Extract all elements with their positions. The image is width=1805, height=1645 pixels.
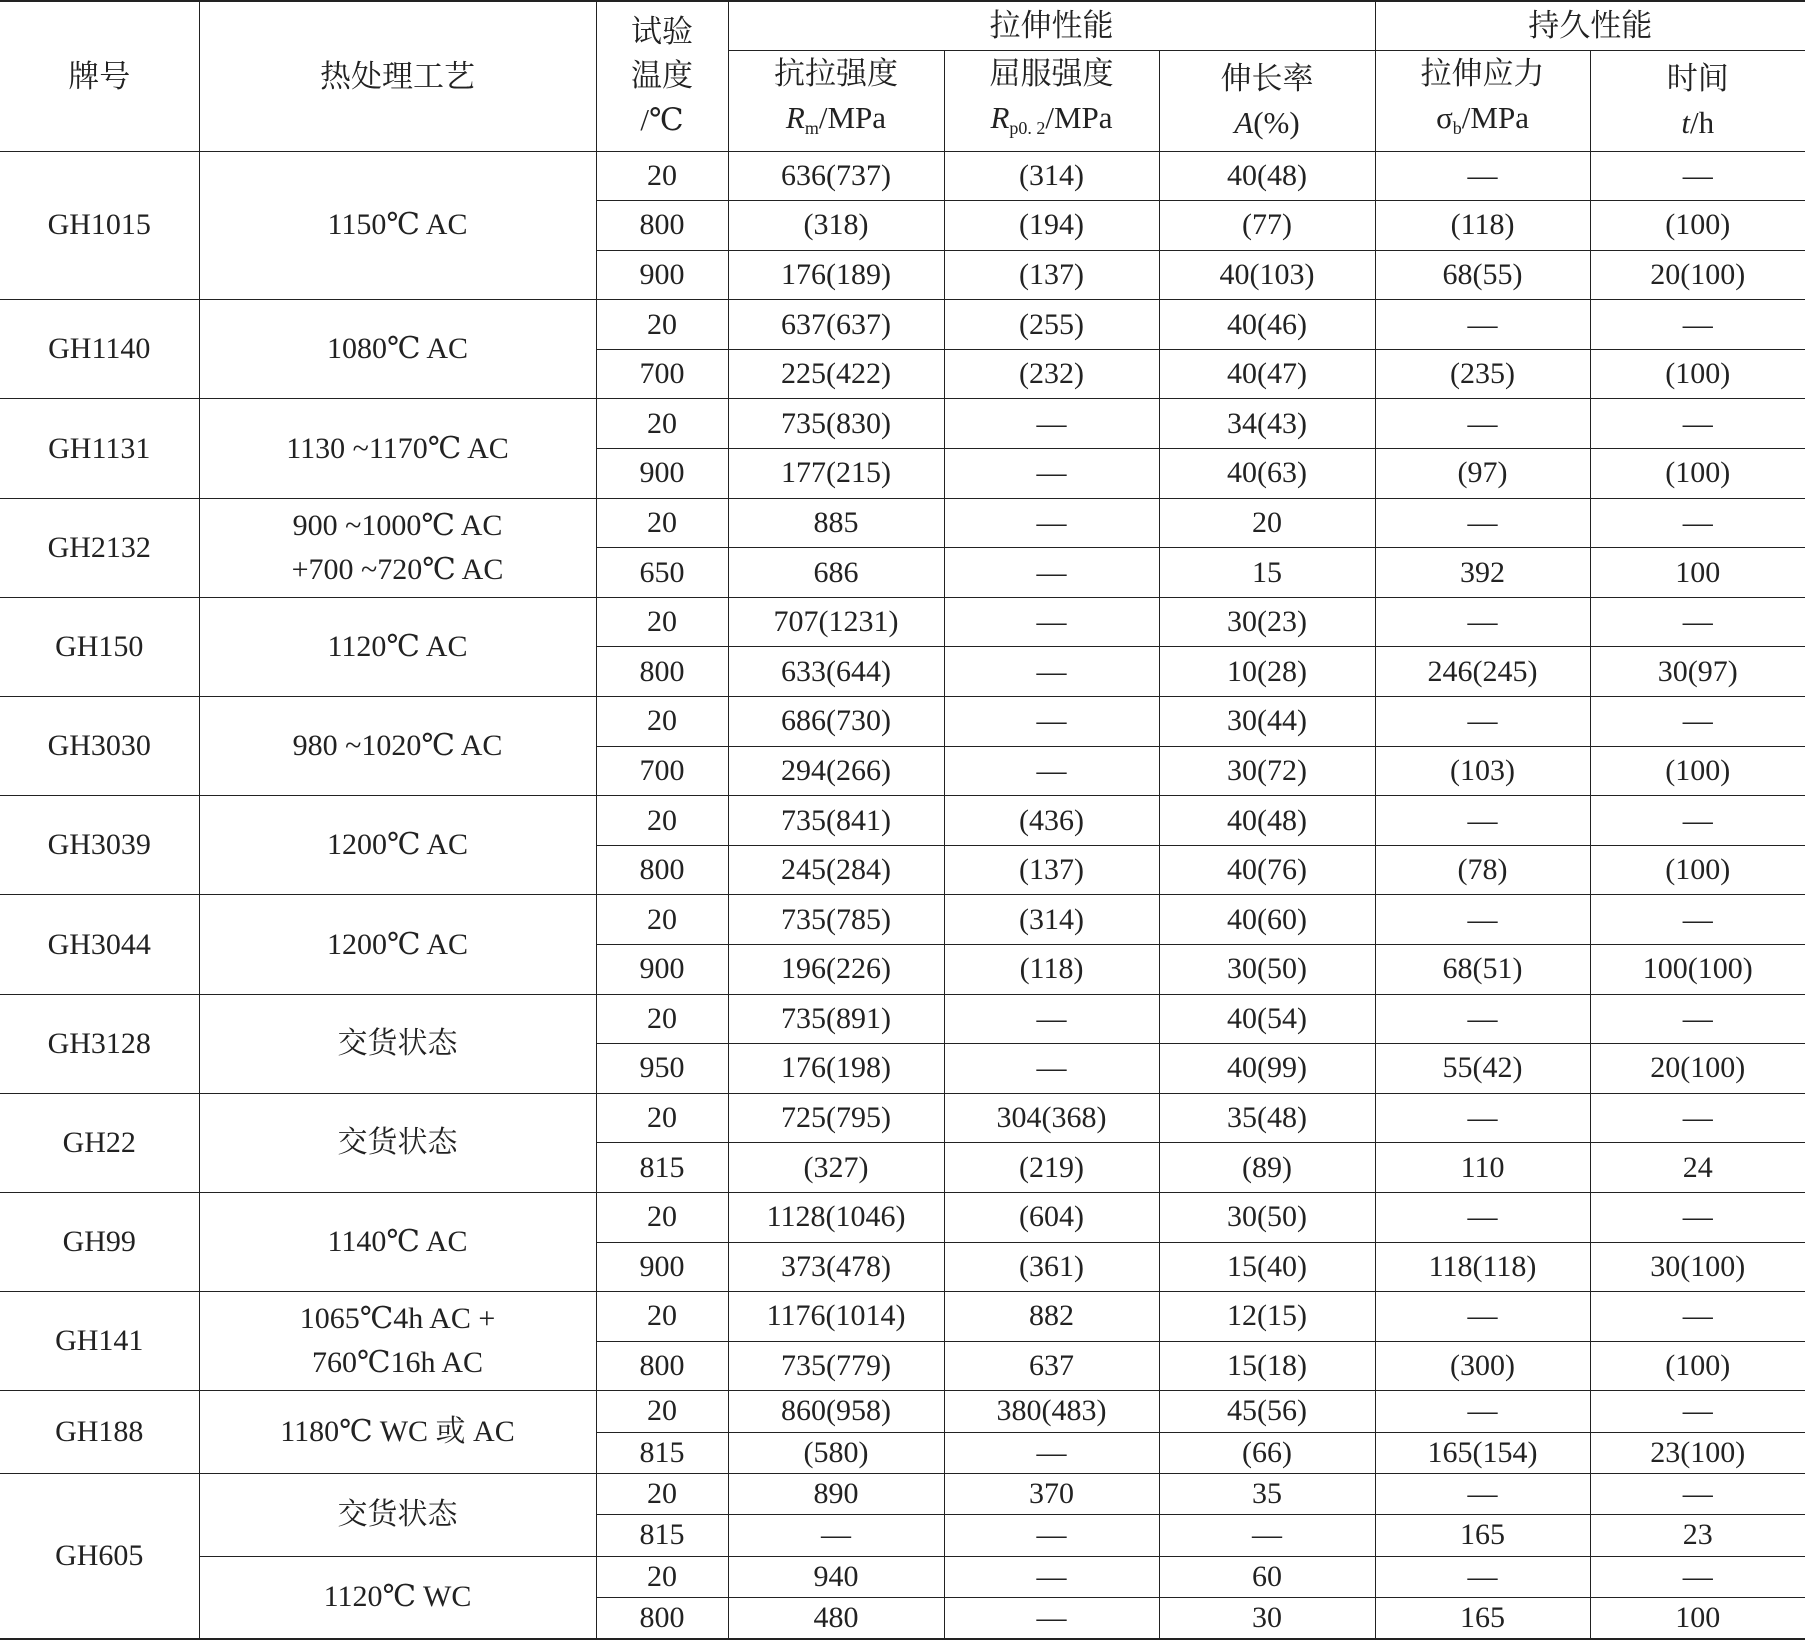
heat-treatment-line: 1120℃ AC (327, 629, 468, 663)
yield-strength-cell: 380(483) (944, 1391, 1159, 1432)
heat-treatment-line: +700 ~720℃ AC (291, 552, 504, 586)
rupture-stress-unit: $\sigma_b$/MPa (1436, 99, 1529, 138)
yield-strength-cell: — (944, 498, 1159, 548)
elongation-cell: 20 (1159, 498, 1375, 548)
heat-treatment-line: 1130 ~1170℃ AC (286, 431, 509, 465)
yield-strength-cell: (118) (944, 945, 1159, 995)
tensile-strength-cell: 735(785) (728, 895, 944, 945)
test-temperature-cell: 900 (596, 250, 728, 300)
tensile-strength-cell: 480 (728, 1597, 944, 1638)
heat-treatment-line: 1180℃ WC 或 AC (280, 1415, 515, 1449)
rupture-stress-cell: 165 (1375, 1597, 1590, 1638)
tensile-strength-cell: 294(266) (728, 746, 944, 796)
test-temperature-cell: 20 (596, 697, 728, 747)
rupture-time-cell: 23(100) (1590, 1432, 1805, 1473)
tensile-strength-cell: (327) (728, 1143, 944, 1193)
elongation-cell: 40(54) (1159, 994, 1375, 1044)
heat-treatment-line: 1150℃ AC (327, 208, 468, 242)
rupture-time-cell: 100 (1590, 548, 1805, 598)
tensile-strength-cell: 373(478) (728, 1242, 944, 1292)
test-temperature-cell: 815 (596, 1143, 728, 1193)
grade-cell: GH188 (0, 1391, 199, 1474)
rupture-stress-cell: — (1375, 1473, 1590, 1514)
table-row (0, 895, 1805, 945)
rupture-time-cell: — (1590, 498, 1805, 548)
elongation-cell: 30(50) (1159, 1192, 1375, 1242)
rupture-time-cell: — (1590, 1292, 1805, 1342)
test-temperature-cell: 700 (596, 349, 728, 399)
yield-strength-cell: — (944, 1556, 1159, 1597)
test-temperature-cell: 20 (596, 1556, 728, 1597)
elongation-cell: (66) (1159, 1432, 1375, 1473)
tensile-strength-cell: 196(226) (728, 945, 944, 995)
rupture-stress-cell: 165 (1375, 1515, 1590, 1556)
rupture-stress-cell: 68(55) (1375, 250, 1590, 300)
rupture-time-cell: 24 (1590, 1143, 1805, 1193)
tensile-strength-cell: 633(644) (728, 647, 944, 697)
grade-cell: GH3128 (0, 994, 199, 1093)
yield-strength-unit: $R_{p0. 2}$/MPa (990, 99, 1113, 138)
table-row (0, 498, 1805, 548)
elongation-cell: (89) (1159, 1143, 1375, 1193)
tensile-strength-name: 抗拉强度 (774, 55, 898, 91)
test-temperature-cell: 815 (596, 1432, 728, 1473)
elongation-cell: 45(56) (1159, 1391, 1375, 1432)
heat-treatment-cell (199, 399, 596, 498)
table-row (0, 697, 1805, 747)
heat-treatment-cell (199, 1473, 596, 1556)
rupture-time-cell: (100) (1590, 845, 1805, 895)
rupture-stress-cell: 165(154) (1375, 1432, 1590, 1473)
rupture-time-cell: (100) (1590, 1341, 1805, 1391)
table-row (0, 1473, 1805, 1514)
rupture-time-cell: (100) (1590, 201, 1805, 251)
heat-treatment-cell (199, 151, 596, 300)
tensile-strength-unit: $R_m$/MPa (785, 99, 887, 138)
rupture-stress-cell: — (1375, 796, 1590, 846)
elongation-cell: 40(48) (1159, 151, 1375, 201)
rupture-time-cell: — (1590, 300, 1805, 350)
rupture-stress-cell: 118(118) (1375, 1242, 1590, 1292)
yield-strength-cell: — (944, 597, 1159, 647)
test-temperature-cell: 900 (596, 945, 728, 995)
yield-strength-cell: (137) (944, 845, 1159, 895)
rupture-stress-cell: — (1375, 895, 1590, 945)
rupture-stress-cell: — (1375, 151, 1590, 201)
heat-treatment-cell (199, 1192, 596, 1291)
header-rupture-properties: 持久性能 (1375, 1, 1805, 50)
tensile-strength-cell: 686(730) (728, 697, 944, 747)
rupture-time-cell: 20(100) (1590, 250, 1805, 300)
yield-strength-cell: (232) (944, 349, 1159, 399)
heat-treatment-line: 交货状态 (337, 1497, 458, 1531)
tensile-strength-cell: 890 (728, 1473, 944, 1514)
yield-strength-cell: — (944, 647, 1159, 697)
table-row (0, 597, 1805, 647)
tensile-strength-cell: 1176(1014) (728, 1292, 944, 1342)
header-test-temperature (596, 1, 728, 151)
yield-strength-cell: (314) (944, 151, 1159, 201)
rupture-stress-cell: — (1375, 1556, 1590, 1597)
rupture-time-cell: — (1590, 1391, 1805, 1432)
yield-strength-cell: (361) (944, 1242, 1159, 1292)
rupture-stress-cell: — (1375, 1093, 1590, 1143)
table-row (0, 1093, 1805, 1143)
elongation-cell: 12(15) (1159, 1292, 1375, 1342)
table-row (0, 1192, 1805, 1242)
rupture-stress-cell: (103) (1375, 746, 1590, 796)
test-temperature-cell: 20 (596, 151, 728, 201)
test-temperature-cell: 950 (596, 1044, 728, 1094)
rupture-time-cell: — (1590, 597, 1805, 647)
test-temperature-cell: 800 (596, 201, 728, 251)
yield-strength-cell: — (944, 697, 1159, 747)
heat-treatment-line: 1065℃4h AC + (299, 1302, 496, 1336)
rupture-time-cell: 30(100) (1590, 1242, 1805, 1292)
rupture-stress-cell: 392 (1375, 548, 1590, 598)
test-temperature-cell: 700 (596, 746, 728, 796)
grade-cell: GH1015 (0, 151, 199, 300)
header-elongation (1159, 50, 1375, 151)
rupture-stress-cell: — (1375, 697, 1590, 747)
yield-strength-cell: — (944, 746, 1159, 796)
test-temperature-cell: 800 (596, 1597, 728, 1638)
test-temperature-cell: 20 (596, 1192, 728, 1242)
heat-treatment-line: 1200℃ AC (326, 828, 469, 862)
elongation-cell: 34(43) (1159, 399, 1375, 449)
grade-cell: GH99 (0, 1192, 199, 1291)
test-temperature-cell: 650 (596, 548, 728, 598)
grade-cell: GH1140 (0, 300, 199, 399)
tensile-strength-cell: 225(422) (728, 349, 944, 399)
grade-cell: GH150 (0, 597, 199, 696)
rupture-stress-cell: 110 (1375, 1143, 1590, 1193)
yield-strength-cell: (314) (944, 895, 1159, 945)
tensile-strength-cell: 686 (728, 548, 944, 598)
test-temperature-cell: 800 (596, 647, 728, 697)
yield-strength-cell: 637 (944, 1341, 1159, 1391)
elongation-name: 伸长率 (1220, 60, 1314, 96)
tensile-strength-cell: — (728, 1515, 944, 1556)
test-temperature-cell: 20 (596, 1093, 728, 1143)
test-temperature-cell: 20 (596, 399, 728, 449)
tensile-strength-cell: (318) (728, 201, 944, 251)
rupture-time-cell: — (1590, 1556, 1805, 1597)
rupture-time-cell: — (1590, 151, 1805, 201)
rupture-stress-cell: — (1375, 1292, 1590, 1342)
grade-cell: GH3044 (0, 895, 199, 994)
heat-treatment-cell (199, 498, 596, 597)
yield-strength-cell: — (944, 449, 1159, 499)
rupture-time-cell: — (1590, 1473, 1805, 1514)
yield-strength-cell: (255) (944, 300, 1159, 350)
header-test-temp-line-2: 温度 (631, 58, 693, 94)
grade-cell: GH1131 (0, 399, 199, 498)
yield-strength-cell: — (944, 1597, 1159, 1638)
test-temperature-cell: 800 (596, 845, 728, 895)
elongation-cell: 60 (1159, 1556, 1375, 1597)
heat-treatment-line: 900 ~1000℃ AC (292, 508, 503, 542)
elongation-cell: 30(44) (1159, 697, 1375, 747)
elongation-cell: 40(48) (1159, 796, 1375, 846)
rupture-time-cell: — (1590, 1192, 1805, 1242)
rupture-time-cell: (100) (1590, 349, 1805, 399)
rupture-stress-cell: (235) (1375, 349, 1590, 399)
heat-treatment-cell (199, 697, 596, 796)
test-temperature-cell: 815 (596, 1515, 728, 1556)
test-temperature-cell: 20 (596, 1473, 728, 1514)
rupture-stress-name: 拉伸应力 (1420, 55, 1545, 91)
tensile-strength-cell: 860(958) (728, 1391, 944, 1432)
rupture-stress-cell: — (1375, 1192, 1590, 1242)
elongation-cell: 40(46) (1159, 300, 1375, 350)
table-body (0, 151, 1805, 1639)
tensile-strength-cell: 177(215) (728, 449, 944, 499)
rupture-time-cell: 30(97) (1590, 647, 1805, 697)
test-temperature-cell: 900 (596, 1242, 728, 1292)
tensile-strength-cell: 885 (728, 498, 944, 548)
header-grade: 牌号 (0, 1, 199, 151)
elongation-cell: 15(18) (1159, 1341, 1375, 1391)
elongation-cell: 40(103) (1159, 250, 1375, 300)
test-temperature-cell: 800 (596, 1341, 728, 1391)
elongation-cell: (77) (1159, 201, 1375, 251)
rupture-stress-cell: — (1375, 300, 1590, 350)
rupture-time-cell: (100) (1590, 449, 1805, 499)
tensile-strength-cell: 707(1231) (728, 597, 944, 647)
elongation-cell: 30 (1159, 1597, 1375, 1638)
table-row (0, 151, 1805, 201)
elongation-cell: 35(48) (1159, 1093, 1375, 1143)
grade-cell: GH141 (0, 1292, 199, 1391)
test-temperature-cell: 20 (596, 796, 728, 846)
test-temperature-cell: 20 (596, 1391, 728, 1432)
table-row (0, 994, 1805, 1044)
test-temperature-cell: 20 (596, 895, 728, 945)
rupture-stress-cell: 68(51) (1375, 945, 1590, 995)
heat-treatment-cell (199, 994, 596, 1093)
tensile-strength-cell: 735(841) (728, 796, 944, 846)
elongation-cell: 10(28) (1159, 647, 1375, 697)
test-temperature-cell: 20 (596, 994, 728, 1044)
rupture-time-cell: 20(100) (1590, 1044, 1805, 1094)
rupture-stress-cell: — (1375, 1391, 1590, 1432)
rupture-stress-cell: (118) (1375, 201, 1590, 251)
grade-cell: GH605 (0, 1473, 199, 1638)
yield-strength-cell: 370 (944, 1473, 1159, 1514)
heat-treatment-cell (199, 1093, 596, 1192)
elongation-cell: 40(76) (1159, 845, 1375, 895)
grade-cell: GH2132 (0, 498, 199, 597)
heat-treatment-cell (199, 597, 596, 696)
header-test-temp-line-1: 试验 (631, 14, 693, 50)
tensile-strength-cell: 735(830) (728, 399, 944, 449)
tensile-strength-cell: (580) (728, 1432, 944, 1473)
rupture-time-cell: — (1590, 994, 1805, 1044)
yield-strength-cell: — (944, 548, 1159, 598)
rupture-stress-cell: (78) (1375, 845, 1590, 895)
header-tensile-strength (728, 50, 944, 151)
rupture-time-cell: — (1590, 1093, 1805, 1143)
header-tensile-properties: 拉伸性能 (728, 1, 1375, 50)
elongation-cell: 15(40) (1159, 1242, 1375, 1292)
table-row (0, 1292, 1805, 1342)
grade-cell: GH22 (0, 1093, 199, 1192)
heat-treatment-line: 1200℃ AC (326, 927, 469, 961)
table-row (0, 399, 1805, 449)
elongation-unit: A(%) (1234, 104, 1300, 140)
elongation-cell: 40(99) (1159, 1044, 1375, 1094)
rupture-time-cell: — (1590, 796, 1805, 846)
grade-cell: GH3039 (0, 796, 199, 895)
heat-treatment-cell (199, 1292, 596, 1391)
heat-treatment-line: 1140℃ AC (327, 1225, 468, 1259)
rupture-stress-cell: — (1375, 399, 1590, 449)
elongation-cell: 40(63) (1159, 449, 1375, 499)
rupture-time-cell: 23 (1590, 1515, 1805, 1556)
heat-treatment-cell (199, 1556, 596, 1639)
yield-strength-cell: — (944, 1515, 1159, 1556)
rupture-time-cell: — (1590, 895, 1805, 945)
elongation-cell: 30(50) (1159, 945, 1375, 995)
heat-treatment-cell (199, 895, 596, 994)
test-temperature-cell: 20 (596, 1292, 728, 1342)
test-temperature-cell: 900 (596, 449, 728, 499)
test-temperature-cell: 20 (596, 300, 728, 350)
yield-strength-cell: 882 (944, 1292, 1159, 1342)
header-heat-treatment: 热处理工艺 (199, 1, 596, 151)
yield-strength-cell: (137) (944, 250, 1159, 300)
rupture-stress-cell: — (1375, 597, 1590, 647)
yield-strength-cell: — (944, 1432, 1159, 1473)
yield-strength-cell: — (944, 994, 1159, 1044)
test-temperature-cell: 20 (596, 597, 728, 647)
rupture-time-cell: 100(100) (1590, 945, 1805, 995)
yield-strength-cell: (219) (944, 1143, 1159, 1193)
rupture-stress-cell: — (1375, 498, 1590, 548)
header-rupture-time (1590, 50, 1805, 151)
tensile-strength-cell: 940 (728, 1556, 944, 1597)
yield-strength-cell: (194) (944, 201, 1159, 251)
heat-treatment-cell (199, 796, 596, 895)
elongation-cell: 30(72) (1159, 746, 1375, 796)
heat-treatment-line: 980 ~1020℃ AC (292, 729, 503, 763)
heat-treatment-line: 交货状态 (337, 1125, 458, 1159)
yield-strength-cell: — (944, 1044, 1159, 1094)
tensile-strength-cell: 1128(1046) (728, 1192, 944, 1242)
tensile-strength-cell: 176(198) (728, 1044, 944, 1094)
header-rupture-stress (1375, 50, 1590, 151)
elongation-cell: 40(60) (1159, 895, 1375, 945)
tensile-strength-cell: 245(284) (728, 845, 944, 895)
rupture-stress-cell: 246(245) (1375, 647, 1590, 697)
elongation-cell: 40(47) (1159, 349, 1375, 399)
tensile-strength-cell: 637(637) (728, 300, 944, 350)
grade-cell: GH3030 (0, 697, 199, 796)
yield-strength-name: 屈服强度 (989, 55, 1114, 91)
yield-strength-cell: (436) (944, 796, 1159, 846)
heat-treatment-cell (199, 1391, 596, 1474)
rupture-stress-cell: 55(42) (1375, 1044, 1590, 1094)
heat-treatment-cell (199, 300, 596, 399)
test-temperature-cell: 20 (596, 498, 728, 548)
rupture-time-cell: — (1590, 399, 1805, 449)
rupture-time-unit: t/h (1681, 104, 1715, 140)
rupture-time-cell: 100 (1590, 1597, 1805, 1638)
table-row (0, 796, 1805, 846)
tensile-strength-cell: 735(779) (728, 1341, 944, 1391)
heat-treatment-line: 1120℃ WC (323, 1580, 472, 1614)
header-test-temp-line-3: /℃ (640, 102, 684, 138)
rupture-time-cell: (100) (1590, 746, 1805, 796)
elongation-cell: — (1159, 1515, 1375, 1556)
tensile-strength-cell: 725(795) (728, 1093, 944, 1143)
yield-strength-cell: 304(368) (944, 1093, 1159, 1143)
tensile-strength-cell: 735(891) (728, 994, 944, 1044)
rupture-stress-cell: — (1375, 994, 1590, 1044)
elongation-cell: 35 (1159, 1473, 1375, 1514)
tensile-strength-cell: 176(189) (728, 250, 944, 300)
heat-treatment-line: 交货状态 (337, 1026, 458, 1060)
table-row (0, 1556, 1805, 1597)
table-row (0, 300, 1805, 350)
elongation-cell: 30(23) (1159, 597, 1375, 647)
header-yield-strength (944, 50, 1159, 151)
table-row (0, 1391, 1805, 1432)
elongation-cell: 15 (1159, 548, 1375, 598)
yield-strength-cell: — (944, 399, 1159, 449)
tensile-strength-cell: 636(737) (728, 151, 944, 201)
heat-treatment-line: 1080℃ AC (326, 332, 469, 366)
rupture-stress-cell: (97) (1375, 449, 1590, 499)
rupture-stress-cell: (300) (1375, 1341, 1590, 1391)
heat-treatment-line: 760℃16h AC (311, 1346, 484, 1380)
yield-strength-cell: (604) (944, 1192, 1159, 1242)
rupture-time-cell: — (1590, 697, 1805, 747)
rupture-time-name: 时间 (1666, 60, 1729, 96)
